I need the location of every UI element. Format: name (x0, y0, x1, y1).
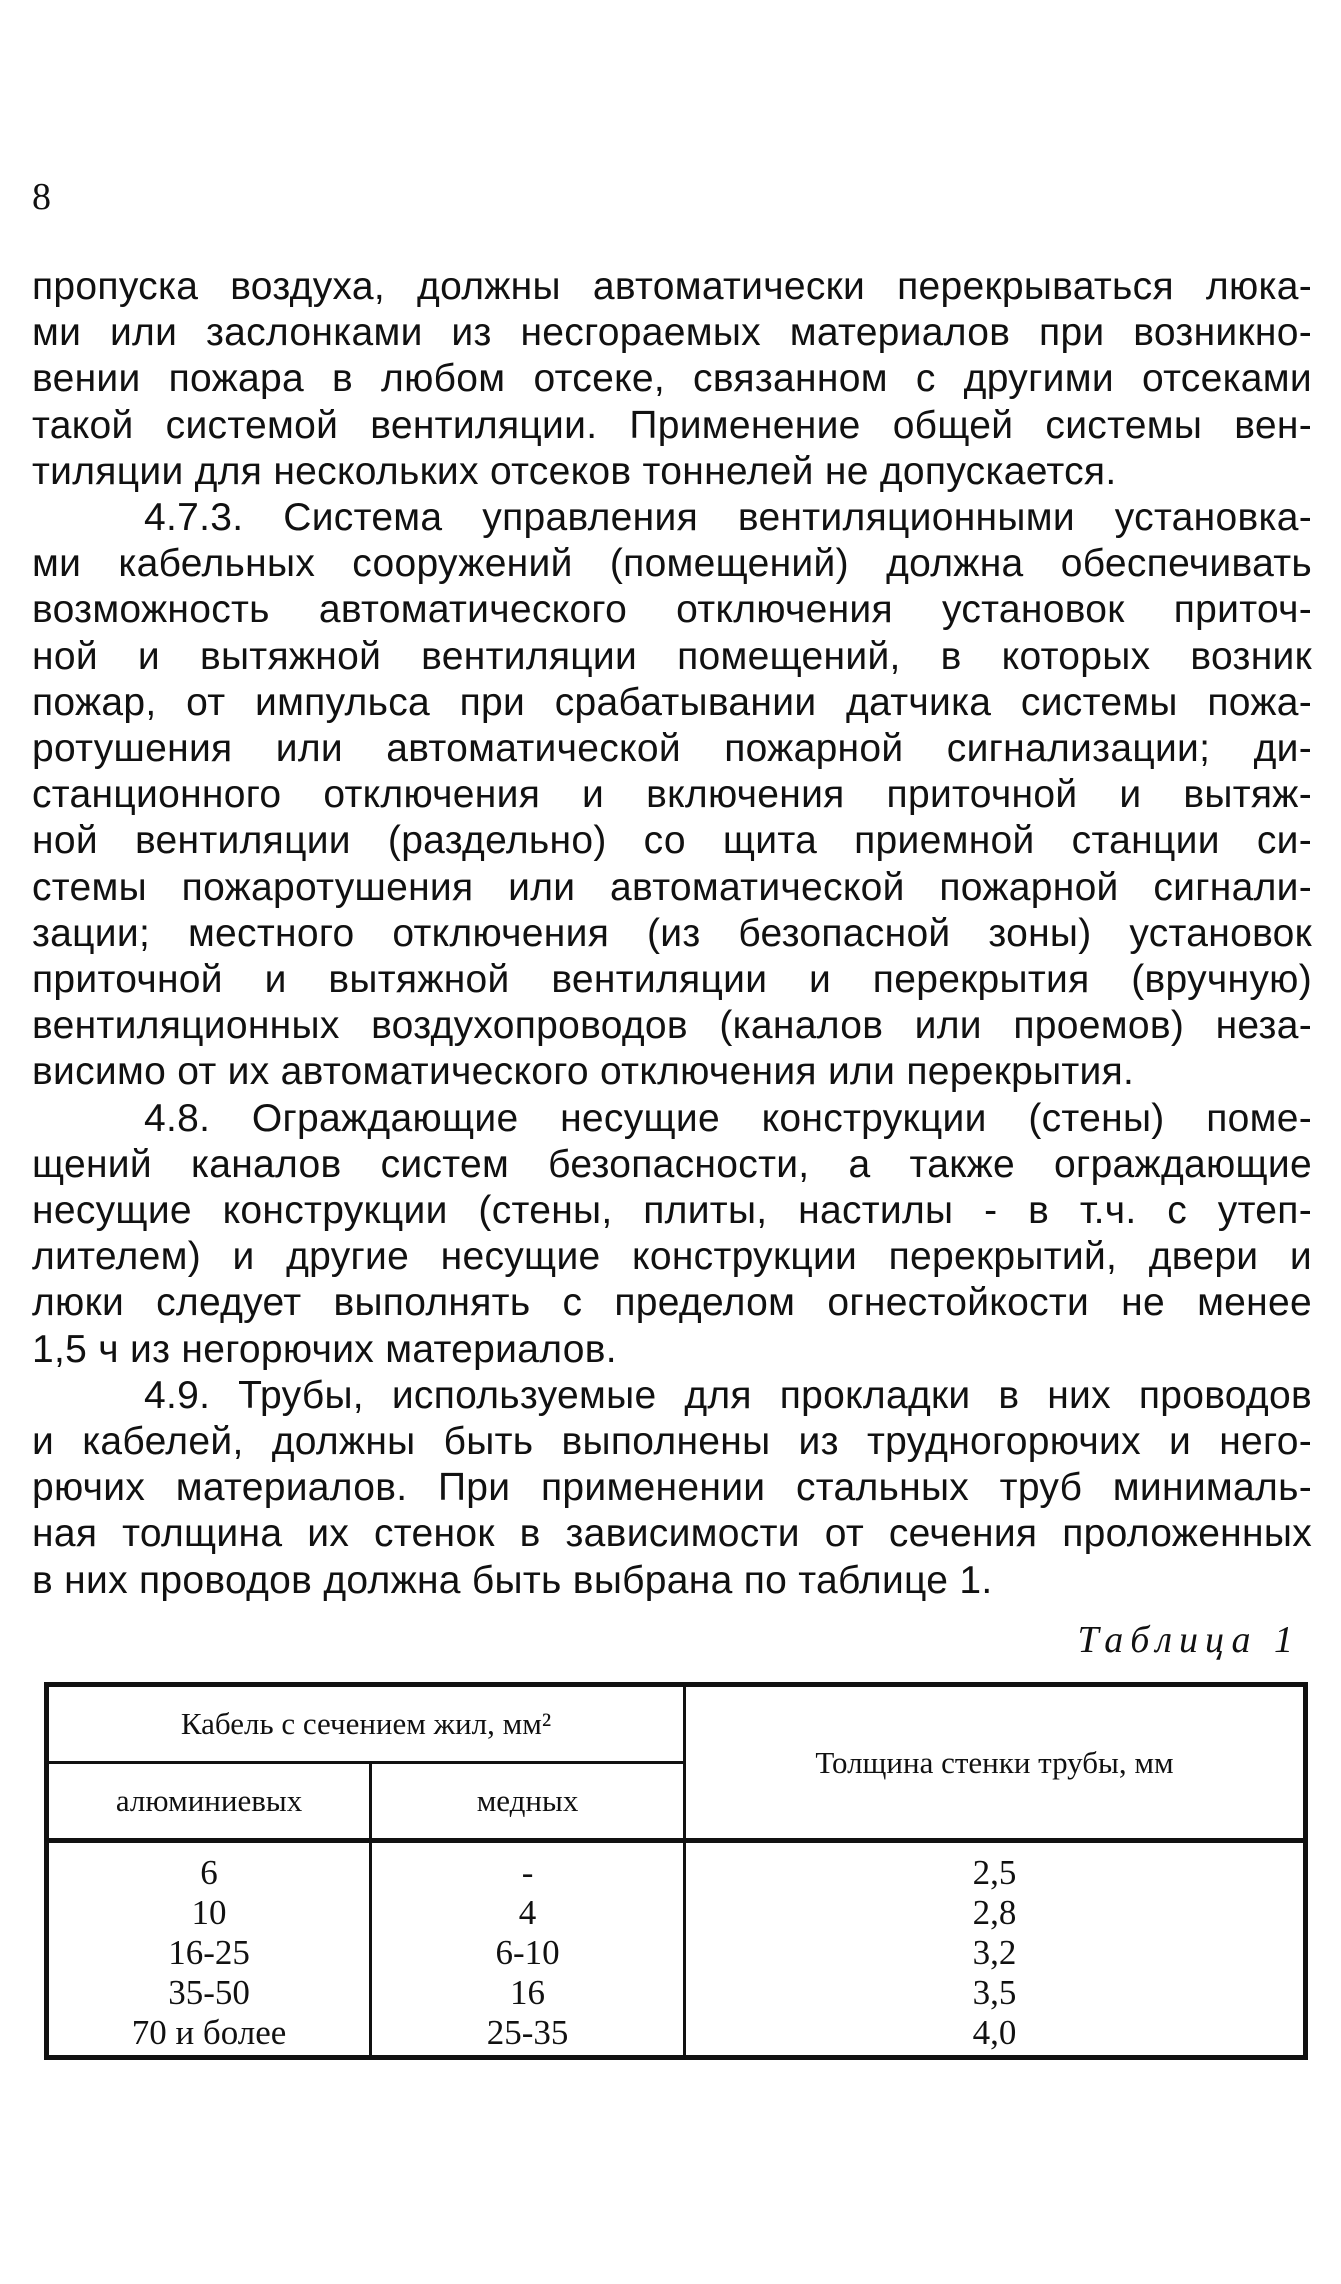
text-line: тиляции для нескольких отсеков тоннелей не допускается. (32, 449, 1117, 493)
text-line: ми кабельных сооружений (помещений) должна обеспечивать (32, 542, 1312, 586)
text-line: зации; местного отключения (из безопасной зоны) установок (32, 911, 1312, 955)
text-line: висимо от их автоматического отключения или перекрытия. (32, 1050, 1135, 1094)
table-row (47, 1933, 1306, 1973)
cell-thickness: 2,5 (685, 1841, 1306, 1894)
text-line: пожар, от импульса при срабатывании датчика системы пожа- (32, 680, 1312, 724)
cell-copper: 6-10 (371, 1933, 685, 1973)
cell-thickness: 2,8 (685, 1893, 1306, 1933)
text-line: 1,5 ч из негорючих материалов. (32, 1327, 617, 1371)
cell-aluminum: 16-25 (47, 1933, 371, 1973)
text-line: люки следует выполнять с пределом огнестойкости не менее (32, 1281, 1312, 1325)
text-line: вении пожара в любом отсеке, связанном с другими отсеками (32, 357, 1312, 401)
text-line: несущие конструкции (стены, плиты, настилы - в т.ч. с утеп- (32, 1189, 1312, 1233)
body-text (32, 264, 1312, 1604)
table-row (47, 1973, 1306, 2013)
table-row (47, 1841, 1306, 1894)
text-line: 4.9. Трубы, используемые для прокладки в них проводов (144, 1373, 1312, 1417)
text-line: станционного отключения и включения приточной и вытяж- (32, 773, 1312, 817)
text-line: ной и вытяжной вентиляции помещений, в которых возник (32, 634, 1312, 678)
header-wall-thickness: Толщина стенки трубы, мм (685, 1685, 1306, 1841)
cell-copper: - (371, 1841, 685, 1894)
header-copper: медных (371, 1763, 685, 1841)
text-line: рючих материалов. При применении стальных труб минималь- (32, 1466, 1312, 1510)
text-line: и кабелей, должны быть выполнены из трудногорючих и него- (32, 1420, 1312, 1464)
cell-aluminum: 70 и более (47, 2013, 371, 2058)
text-line: ная толщина их стенок в зависимости от сечения проложенных (32, 1512, 1312, 1556)
header-aluminum: алюминиевых (47, 1763, 371, 1841)
cell-aluminum: 35-50 (47, 1973, 371, 2013)
cell-thickness: 3,5 (685, 1973, 1306, 2013)
text-line: щений каналов систем безопасности, а также ограждающие (32, 1142, 1312, 1186)
text-line: в них проводов должна быть выбрана по таблице 1. (32, 1558, 993, 1602)
cell-thickness: 4,0 (685, 2013, 1306, 2058)
cell-copper: 16 (371, 1973, 685, 2013)
cell-copper: 25-35 (371, 2013, 685, 2058)
cell-aluminum: 10 (47, 1893, 371, 1933)
cell-aluminum: 6 (47, 1841, 371, 1894)
text-line: ми или заслонками из несгораемых материалов при возникно- (32, 311, 1312, 355)
table-row (47, 2013, 1306, 2058)
header-cable-section: Кабель с сечением жил, мм² (47, 1685, 685, 1763)
text-line: 4.7.3. Система управления вентиляционными установка- (144, 496, 1312, 540)
text-line: вентиляционных воздухопроводов (каналов или проемов) неза- (32, 1004, 1312, 1048)
text-line: возможность автоматического отключения установок приточ- (32, 588, 1312, 632)
text-line: стемы пожаротушения или автоматической пожарной сигнали- (32, 865, 1312, 909)
pipe-wall-thickness-table (44, 1682, 1308, 2060)
table-row (47, 1893, 1306, 1933)
text-line: пропуска воздуха, должны автоматически перекрываться люка- (32, 265, 1312, 308)
table-caption: Таблица 1 (1077, 1619, 1300, 1661)
text-line: приточной и вытяжной вентиляции и перекрытия (вручную) (32, 958, 1312, 1002)
cell-copper: 4 (371, 1893, 685, 1933)
text-line: такой системой вентиляции. Применение общей системы вен- (32, 403, 1312, 447)
text-line: 4.8. Ограждающие несущие конструкции (стены) поме- (144, 1096, 1312, 1140)
cell-thickness: 3,2 (685, 1933, 1306, 1973)
page-number: 8 (32, 176, 51, 218)
text-line: ной вентиляции (раздельно) со щита приемной станции си- (32, 819, 1312, 863)
text-line: ротушения или автоматической пожарной сигнализации; ди- (32, 727, 1312, 771)
text-line: лителем) и другие несущие конструкции перекрытий, двери и (32, 1235, 1312, 1279)
